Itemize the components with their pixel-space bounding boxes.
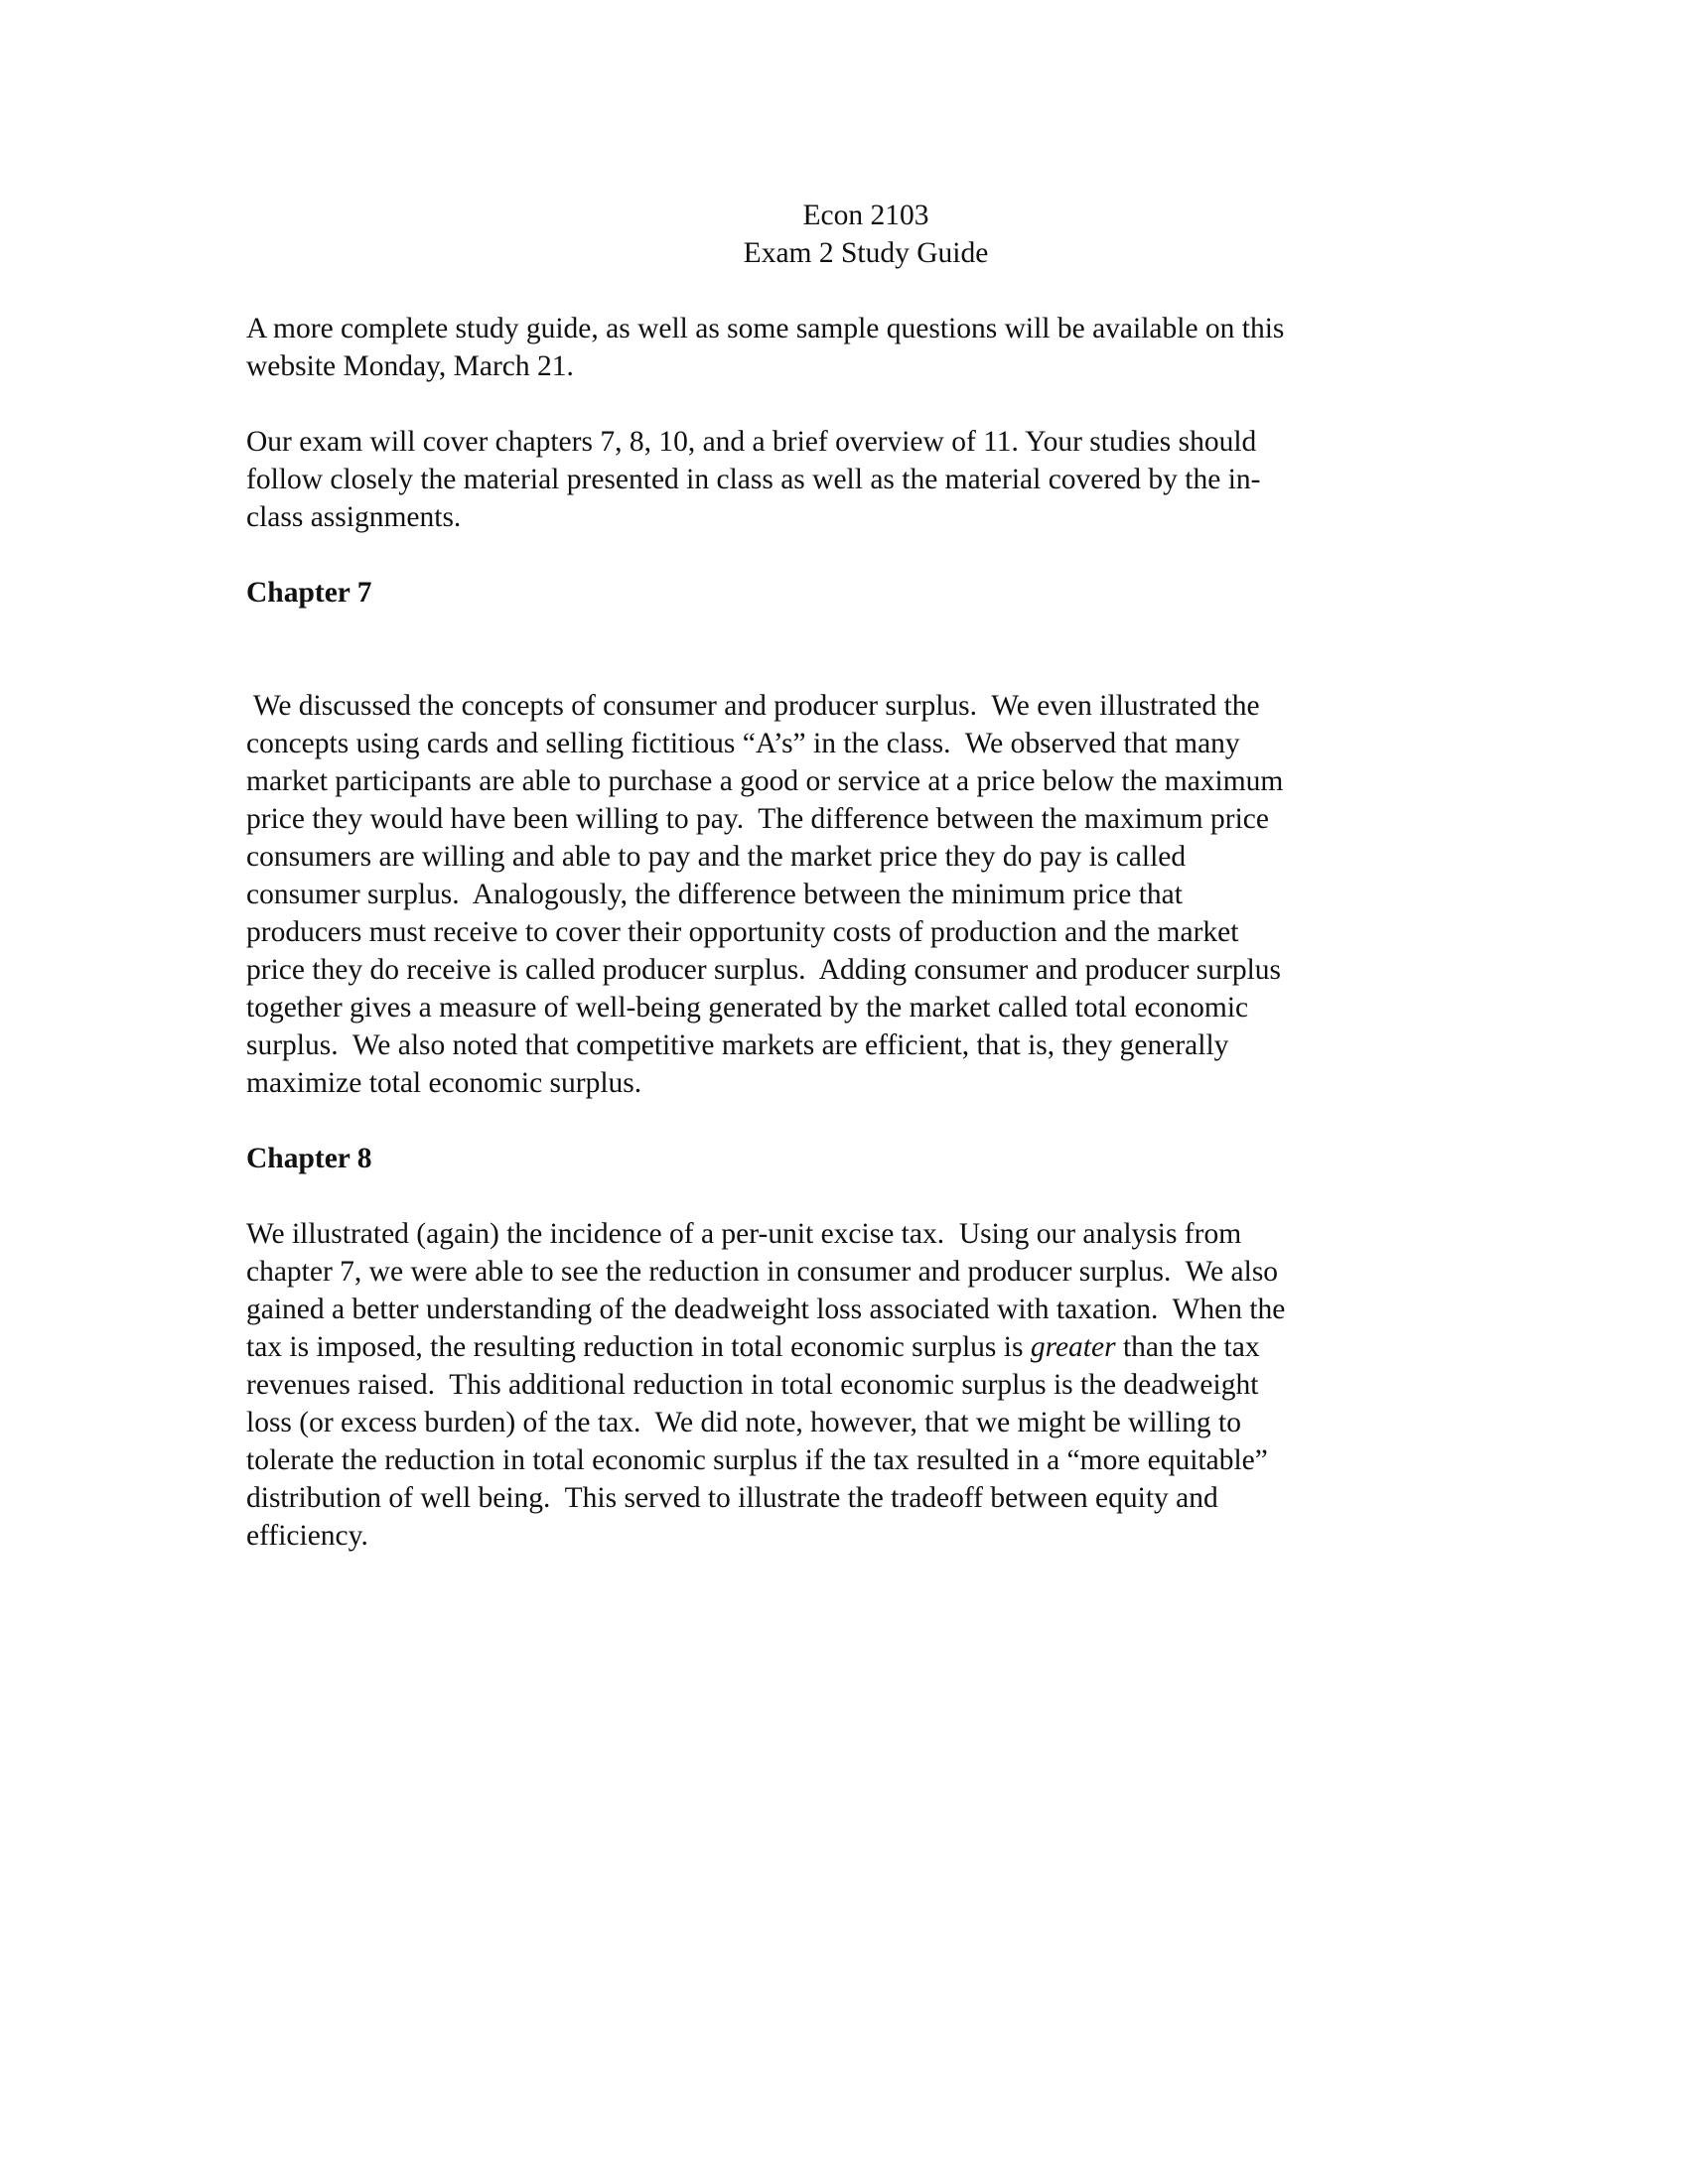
chapter-8-line: We illustrated (again) the incidence of a per-unit excise tax. Using our analysis from <box>246 1218 1242 1250</box>
study-guide-page <box>246 197 1438 1555</box>
intro-line: A more complete study guide, as well as some sample questions will be available on this <box>246 313 1285 344</box>
chapter-7-line: consumer surplus. Analogously, the difference between the minimum price that <box>246 879 1183 910</box>
line-text: tax is imposed, the resulting reduction in total economic surplus is <box>246 1331 1031 1363</box>
course-title: Econ 2103 <box>802 200 929 231</box>
line-text: than the tax <box>1115 1331 1260 1363</box>
chapter-8-line: efficiency. <box>246 1520 368 1552</box>
chapter-7-line: consumers are willing and able to pay and the market price they do pay is called <box>246 841 1187 873</box>
chapter-8-line-emphasis <box>246 1328 1438 1366</box>
coverage-line: class assignments. <box>246 501 462 533</box>
chapter-7-heading: Chapter 7 <box>246 577 372 609</box>
chapter-8-line: loss (or excess burden) of the tax. We did note, however, that we might be willing to <box>246 1407 1241 1438</box>
chapter-7-line: We discussed the concepts of consumer and producer surplus. We even illustrated the <box>246 690 1260 722</box>
chapter-8-line: tolerate the reduction in total economic surplus if the tax resulted in a “more equitable” <box>246 1444 1268 1476</box>
document-header <box>246 197 1438 272</box>
coverage-line: follow closely the material presented in class as well as the material covered by the in- <box>246 464 1261 495</box>
chapter-8-line: distribution of well being. This served to illustrate the tradeoff between equity and <box>246 1482 1218 1514</box>
chapter-8-paragraph <box>246 1215 1438 1555</box>
intro-line: website Monday, March 21. <box>246 350 574 382</box>
intro-paragraph <box>246 310 1438 385</box>
chapter-7-line: producers must receive to cover their opportunity costs of production and the market <box>246 916 1239 948</box>
chapter-7-line: price they do receive is called producer surplus. Adding consumer and producer surplus <box>246 954 1282 986</box>
chapter-7-line: maximize total economic surplus. <box>246 1067 642 1099</box>
chapter-7-line: together gives a measure of well-being generated by the market called total economic <box>246 992 1249 1024</box>
coverage-paragraph <box>246 423 1438 536</box>
chapter-8-line: chapter 7, we were able to see the reduction in consumer and producer surplus. We also <box>246 1256 1279 1288</box>
chapter-7-line: surplus. We also noted that competitive markets are efficient, that is, they generally <box>246 1029 1229 1061</box>
chapter-7-line: market participants are able to purchase a good or service at a price below the maximum <box>246 765 1284 797</box>
chapter-8-line: revenues raised. This additional reduction in total economic surplus is the deadweight <box>246 1369 1259 1401</box>
coverage-line: Our exam will cover chapters 7, 8, 10, and a brief overview of 11. Your studies should <box>246 426 1257 458</box>
chapter-8-line: gained a better understanding of the deadweight loss associated with taxation. When the <box>246 1294 1286 1325</box>
chapter-8-heading: Chapter 8 <box>246 1143 372 1174</box>
chapter-7-paragraph <box>246 649 1438 1102</box>
chapter-7-line: concepts using cards and selling fictitious “A’s” in the class. We observed that many <box>246 728 1240 759</box>
chapter-7-line: price they would have been willing to pay. The difference between the maximum price <box>246 803 1269 835</box>
emphasis-greater: greater <box>1030 1331 1116 1363</box>
document-title: Exam 2 Study Guide <box>743 237 989 269</box>
